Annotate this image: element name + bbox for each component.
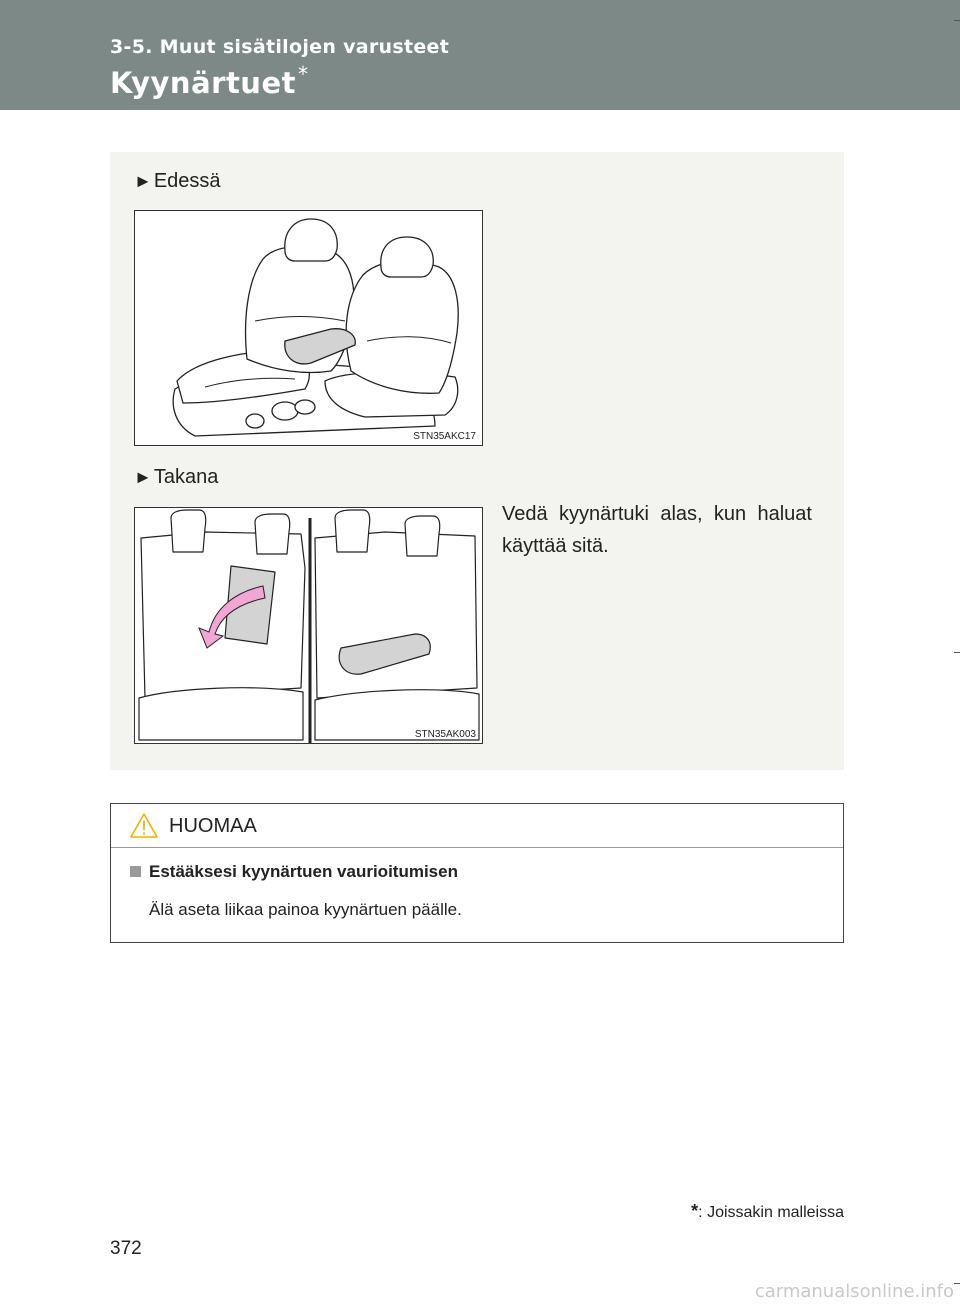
warning-icon [129, 812, 159, 839]
front-heading [134, 170, 221, 193]
front-armrest-figure [134, 210, 483, 446]
footnote [691, 1201, 844, 1222]
rear-armrest-figure [134, 507, 483, 744]
notice-box [110, 803, 844, 943]
page-number: 372 [110, 1238, 142, 1259]
notice-text: Älä aseta liikaa painoa kyynärtuen päälle. [149, 900, 462, 919]
rear-seats-illustration [135, 508, 482, 743]
front-heading-label: Edessä [153, 170, 221, 192]
front-seats-illustration [135, 211, 482, 445]
notice-header [111, 804, 843, 848]
rear-heading-label: Takana [153, 466, 219, 488]
rear-heading [134, 466, 218, 489]
watermark: carmanualsonline.info [754, 1281, 954, 1302]
notice-title: HUOMAA [169, 815, 257, 837]
asterisk-mark: * [297, 62, 309, 86]
crop-mark [954, 652, 960, 653]
figure-code: STN35AKC17 [413, 431, 476, 442]
chapter-header [0, 0, 960, 110]
section-title: 3-5. Muut sisätilojen varusteet [110, 36, 450, 58]
triangle-icon: ► [134, 467, 152, 487]
asterisk-mark: * [691, 1201, 699, 1221]
content-panel [110, 152, 844, 770]
page-title [110, 62, 308, 100]
square-bullet-icon [130, 866, 141, 877]
footnote-text: : Joissakin malleissa [698, 1204, 844, 1221]
page-title-text: Kyynärtuet [110, 66, 296, 100]
crop-mark [954, 20, 960, 21]
instruction-text: Vedä kyynärtuki alas, kun haluat käyttää sitä. [502, 503, 812, 557]
notice-subtitle: Estääksesi kyynärtuen vaurioitumisen [149, 862, 458, 881]
figure-code: STN35AK003 [414, 729, 476, 740]
triangle-icon: ► [134, 171, 152, 191]
crop-mark [954, 1283, 960, 1284]
